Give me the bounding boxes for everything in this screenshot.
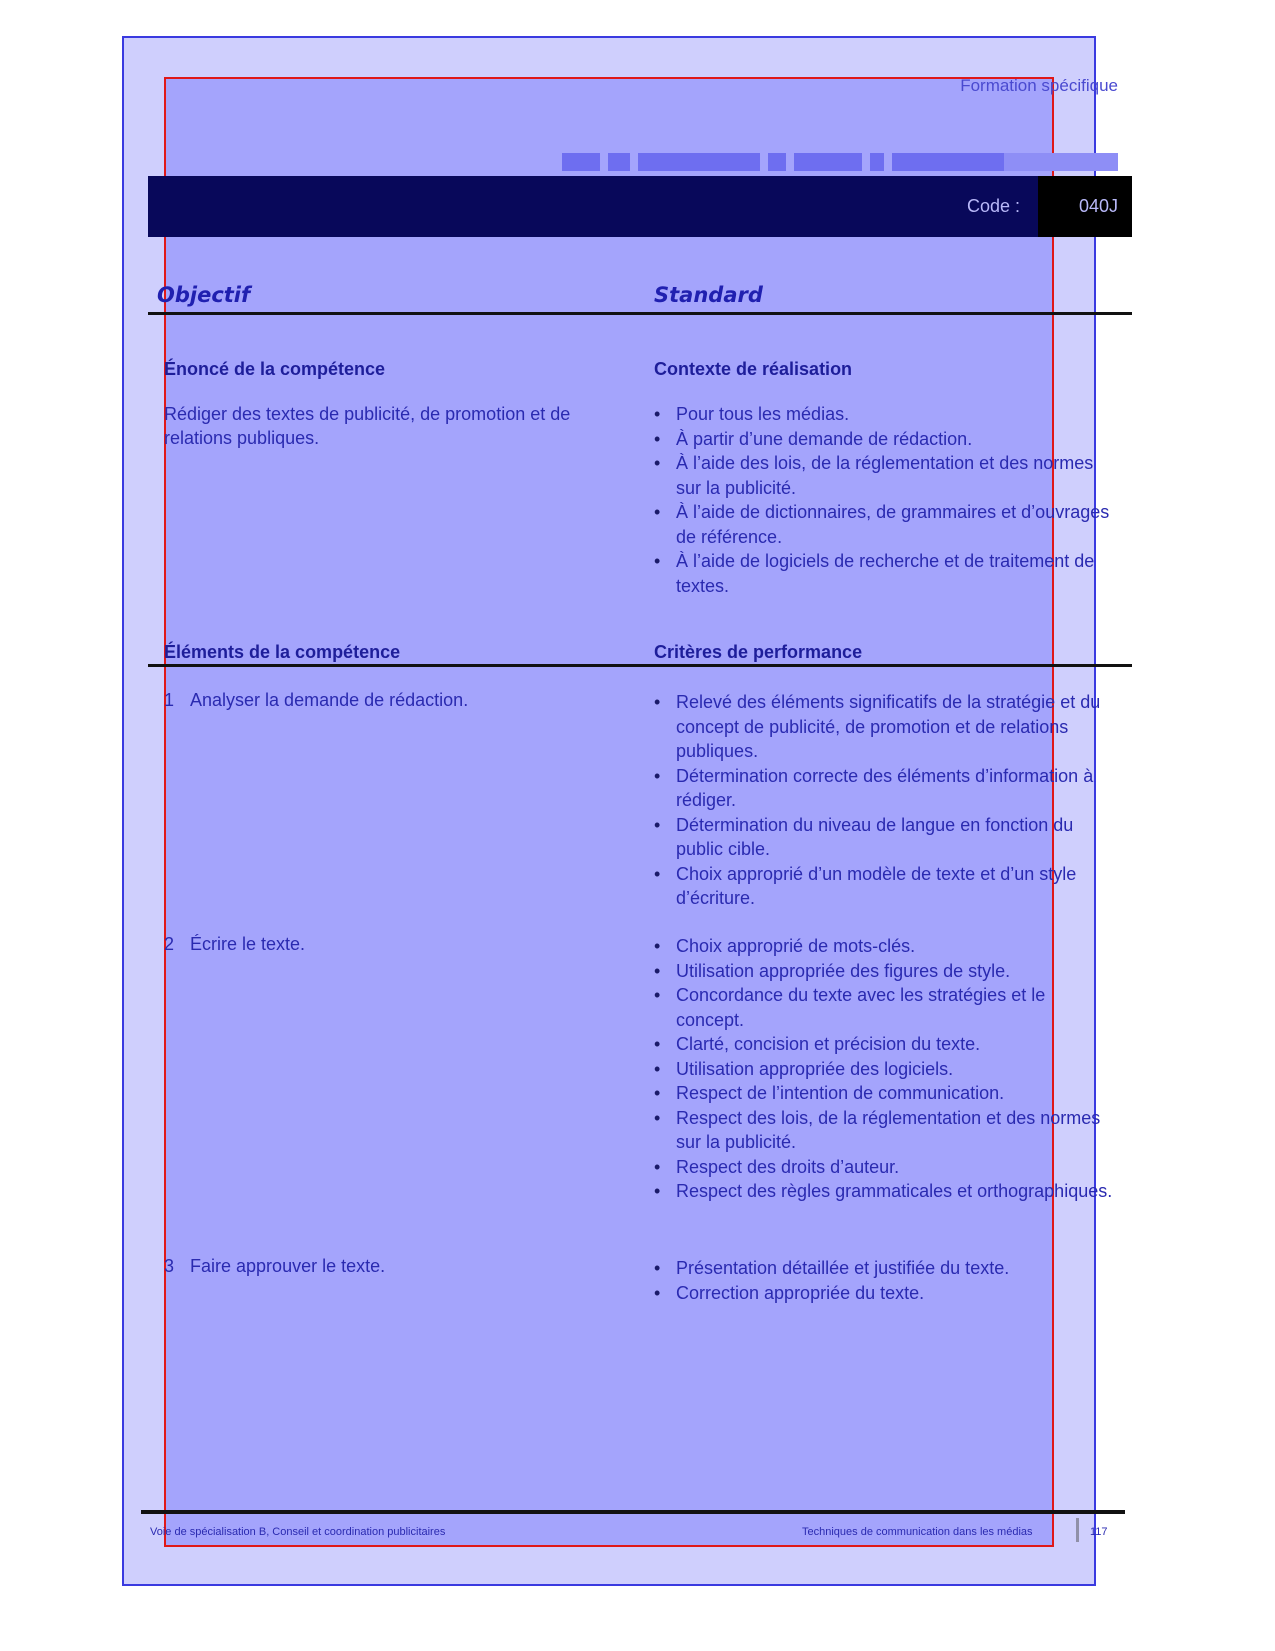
footer-separator [1076, 1518, 1079, 1542]
decorative-bar-strip [562, 153, 1118, 171]
bullet-item: • Respect des droits d’auteur. [654, 1155, 1114, 1180]
bullet-item: • Pour tous les médias. [654, 402, 1114, 427]
code-field [967, 196, 1118, 217]
footer-rule [141, 1510, 1125, 1514]
page-number: 117 [1090, 1526, 1108, 1538]
code-value: 040J [1078, 196, 1118, 216]
footer-right: Techniques de communication dans les médias [802, 1526, 1033, 1538]
footer-left: Voie de spécialisation B, Conseil et coordination publicitaires [150, 1526, 446, 1538]
context-list [654, 402, 1114, 598]
bar-segment-light [1004, 153, 1118, 171]
bullet-item: • Présentation détaillée et justifiée du texte. [654, 1256, 1114, 1281]
competence-text: Rédiger des textes de publicité, de promotion et de relations publiques. [164, 404, 571, 448]
context-heading: Contexte de réalisation [654, 359, 853, 379]
bar-gap [600, 153, 608, 171]
bullet-item: • Correction appropriée du texte. [654, 1281, 1114, 1306]
criteria-list-3 [654, 1256, 1114, 1305]
bar-gap [786, 153, 794, 171]
title-band-inner [148, 176, 1038, 237]
element-number: 1 [164, 690, 175, 710]
bullet-item: • Respect des lois, de la réglementation et des normes sur la publicité. [654, 1106, 1114, 1155]
bar-segment [870, 153, 884, 171]
element-1 [164, 690, 634, 711]
element-text: Faire approuver le texte. [190, 1256, 386, 1276]
bar-gap [884, 153, 892, 171]
element-3 [164, 1256, 634, 1277]
bullet-item: • Respect de l’intention de communication. [654, 1081, 1114, 1106]
bar-gap [630, 153, 638, 171]
element-text: Écrire le texte. [190, 934, 306, 954]
title-band [148, 176, 1132, 237]
bullet-item: • Choix approprié d’un modèle de texte et d’un style d’écriture. [654, 862, 1114, 911]
bar-gap [862, 153, 870, 171]
competence-heading: Énoncé de la compétence [164, 359, 386, 379]
bullet-item: • Clarté, concision et précision du texte. [654, 1032, 1114, 1057]
bar-segment [562, 153, 600, 171]
bullet-item: • Concordance du texte avec les stratégies et le concept. [654, 983, 1114, 1032]
element-2 [164, 934, 634, 955]
bullet-item: • À l’aide de logiciels de recherche et de traitement de textes. [654, 549, 1114, 598]
bar-gap [760, 153, 768, 171]
element-number: 2 [164, 934, 175, 954]
element-text: Analyser la demande de rédaction. [190, 690, 469, 710]
bullet-item: • Utilisation appropriée des logiciels. [654, 1057, 1114, 1082]
bullet-item: • Relevé des éléments significatifs de la stratégie et du concept de publicité, de promotion et de relations publiques. [654, 690, 1114, 764]
bar-segment [768, 153, 786, 171]
bullet-item: • À partir d’une demande de rédaction. [654, 427, 1114, 452]
section-title-objective: Objectif [157, 283, 251, 307]
bullet-item: • À l’aide de dictionnaires, de grammaires et d’ouvrages de référence. [654, 500, 1114, 549]
divider-middle [148, 664, 1132, 667]
criteria-list-2 [654, 934, 1114, 1204]
bar-segment [608, 153, 630, 171]
element-number: 3 [164, 1256, 175, 1276]
bullet-item: • Détermination correcte des éléments d’information à rédiger. [654, 764, 1114, 813]
header-title: Formation spécifique [960, 76, 1118, 95]
criteria-list-1 [654, 690, 1114, 911]
section-title-standard: Standard [654, 283, 763, 307]
bar-segment [638, 153, 760, 171]
bar-segment [892, 153, 1004, 171]
bullet-item: • Utilisation appropriée des figures de style. [654, 959, 1114, 984]
bullet-item: • À l’aide des lois, de la réglementation et des normes sur la publicité. [654, 451, 1114, 500]
divider-top [148, 312, 1132, 315]
elements-heading: Éléments de la compétence [164, 642, 401, 662]
bullet-item: • Détermination du niveau de langue en fonction du public cible. [654, 813, 1114, 862]
bar-segment [794, 153, 862, 171]
bullet-item: • Respect des règles grammaticales et orthographiques. [654, 1179, 1114, 1204]
bullet-item: • Choix approprié de mots-clés. [654, 934, 1114, 959]
code-label: Code : [966, 196, 1020, 216]
criteria-heading: Critères de performance [654, 642, 863, 662]
